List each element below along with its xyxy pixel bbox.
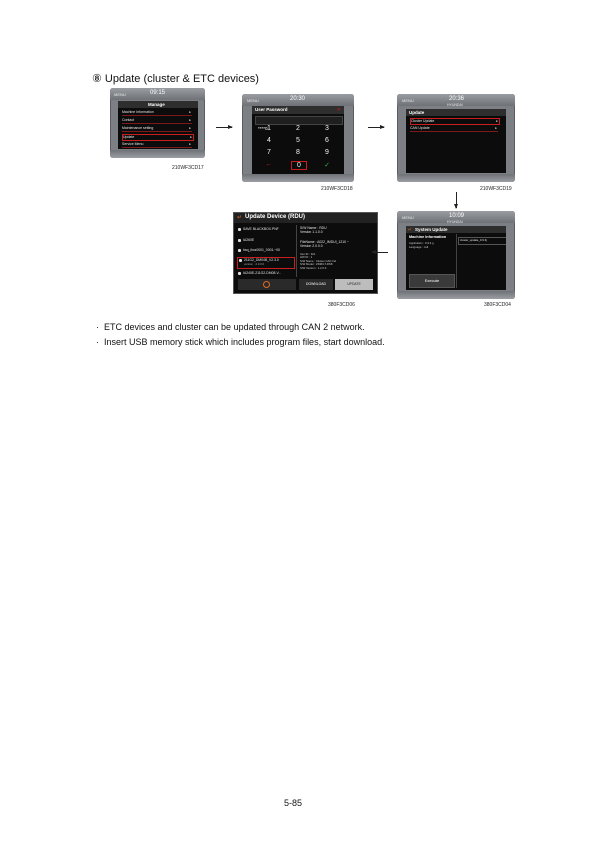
bullet-line: · ETC devices and cluster can be updated through CAN 2 network. (96, 322, 365, 332)
figure-caption: 210WF3CD18 (321, 186, 353, 192)
key-6[interactable]: 6 (325, 137, 329, 144)
title-bar (406, 226, 506, 233)
info-line: S/W Version : 1.2.0.0 (300, 265, 327, 270)
info-line: Version 2.0.0.0 (300, 244, 323, 249)
file-name: hsq_ihxz0001_0001.~00 (243, 248, 281, 252)
file-item[interactable] (238, 238, 254, 242)
info-line: S/W Name : RDU (300, 226, 327, 230)
language: Language : null (409, 245, 429, 249)
screen-title: Manage (148, 102, 165, 107)
monitor-screenshot-manage (110, 88, 205, 158)
update-button[interactable]: UPDATE (335, 279, 373, 290)
monitor-screenshot-update (397, 94, 515, 182)
lcd-screen (252, 106, 344, 174)
cluster-update-row[interactable] (410, 118, 500, 125)
file-name: SAVE BLACKBOX.PNF (243, 227, 279, 231)
file-icon (239, 259, 242, 262)
close-icon[interactable]: ✕ (336, 107, 341, 113)
clock: 10:09 (449, 213, 465, 219)
file-item[interactable] (238, 227, 279, 231)
menu-label: MENU (402, 98, 414, 103)
figure-caption: 210WF3CD17 (172, 165, 204, 171)
clock: 20:30 (290, 96, 306, 102)
menu-row-label: Cluster Update (411, 119, 435, 123)
info-line: S/W Model : ZDM3-T-DS8 (300, 262, 333, 267)
menu-label: MENU (114, 92, 126, 97)
file-icon (238, 249, 241, 252)
file-item-selected[interactable] (237, 257, 295, 269)
menu-label: MENU (402, 215, 414, 220)
arrow-icon: ▸ (189, 126, 191, 130)
can-update-row[interactable] (410, 126, 498, 132)
file-name: IA260E (243, 238, 255, 242)
info-line: HW ID : 1 (300, 255, 313, 260)
title-bar (406, 109, 506, 116)
download-button[interactable]: DOWNLOAD (299, 279, 333, 290)
divider (296, 225, 297, 277)
file-item[interactable] (238, 248, 280, 252)
file-version: version · 2.3.0.0 (244, 262, 265, 266)
screen-title: Update Device (RDU) (245, 214, 306, 220)
page-number: 5-85 (284, 798, 303, 808)
app-version: Application : 0.9.3.g (409, 241, 434, 245)
file-icon (238, 272, 241, 275)
back-icon[interactable]: ↵ (408, 227, 412, 232)
back-icon[interactable]: ↵ (237, 215, 243, 221)
bullet-text: ETC devices and cluster can be updated through CAN 2 network. (104, 322, 365, 332)
file-info (300, 240, 349, 248)
arrow-icon: ▸ (189, 118, 191, 122)
info-line: Ven ID : 321 (300, 252, 316, 256)
menu-row[interactable] (122, 110, 192, 116)
info-line: FileName : A022_IMDUI_1210 ~ (300, 240, 349, 244)
figure-caption: 380F3CD06 (328, 302, 355, 308)
arrow-icon: ▸ (189, 110, 191, 114)
arrow-icon: ▸ (190, 135, 192, 139)
update-file[interactable]: cluster_update_0.9.3j (458, 237, 506, 245)
section-heading: ⑧ Update (cluster & ETC devices) (92, 73, 259, 85)
key-1[interactable]: 1 (267, 125, 271, 132)
device-info (300, 226, 327, 234)
password-field[interactable] (255, 116, 343, 131)
key-5[interactable]: 5 (296, 137, 300, 144)
menu-row-label: Contact (122, 118, 135, 122)
menu-row[interactable] (122, 126, 192, 132)
figure-caption: 210WF3CD19 (480, 186, 512, 192)
menu-row-label: Update (123, 135, 135, 139)
password-entry: ****0 (258, 126, 268, 131)
file-name: 211G2_DM04B_V2.3.0 (244, 258, 279, 262)
screen-title: Update (409, 110, 425, 115)
arrow-icon: ▸ (496, 119, 498, 123)
bullet-text: Insert USB memory stick which includes program files, start download. (104, 337, 385, 347)
flow-arrow-down (456, 192, 457, 208)
file-icon (238, 228, 241, 231)
stop-icon (263, 281, 270, 288)
title-bar (118, 101, 198, 108)
menu-row[interactable] (122, 118, 192, 124)
cancel-button[interactable] (238, 279, 296, 290)
monitor-screenshot-password (242, 94, 354, 182)
file-item[interactable] (238, 271, 281, 275)
menu-row-label: Machine Information (122, 110, 154, 114)
hw-info (300, 253, 336, 270)
lcd-screen (406, 109, 506, 173)
enter-key[interactable]: ✓ (324, 162, 330, 169)
menu-row-label: CAN Update (410, 126, 430, 130)
clock: 09:15 (150, 90, 166, 96)
monitor-screenshot-system-update (397, 211, 515, 299)
update-device-screenshot (233, 212, 378, 294)
brand-label: HYUNDAI (447, 103, 463, 107)
lcd-screen (118, 101, 198, 149)
key-2[interactable]: 2 (296, 125, 300, 132)
flow-arrow-right (216, 127, 232, 128)
clock: 20:36 (449, 96, 465, 102)
menu-row-update[interactable] (122, 134, 194, 141)
flow-arrow-left (372, 252, 388, 253)
execute-button[interactable]: Execute (409, 274, 455, 288)
key-7[interactable]: 7 (267, 149, 271, 156)
key-0[interactable]: 0 (291, 161, 307, 170)
arrow-icon: ▸ (495, 126, 497, 130)
key-3[interactable]: 3 (325, 125, 329, 132)
bullet-line: · Insert USB memory stick which includes program files, start download. (96, 337, 385, 347)
menu-row[interactable] (122, 142, 192, 148)
figure-caption: 380F3CD04 (484, 302, 511, 308)
key-9[interactable]: 9 (325, 149, 329, 156)
lcd-screen (406, 226, 506, 290)
title-bar (252, 106, 344, 114)
menu-row-label: Maintenance setting (122, 126, 154, 130)
menu-label: MENU (247, 98, 259, 103)
flow-arrow-right (368, 127, 384, 128)
info-line: S/W Name : Cluster CAN Ind (300, 258, 337, 263)
subtitle: Machine Information (409, 235, 447, 239)
menu-row-label: Service Menu (122, 142, 144, 146)
key-4[interactable]: 4 (267, 137, 271, 144)
divider (456, 234, 457, 288)
title-bar (234, 213, 377, 223)
backspace-key[interactable]: ← (265, 161, 273, 168)
info-line: Version 1.1.0.0 (300, 230, 323, 235)
screen-title: User Password (255, 107, 288, 112)
file-name: IA240E-211G2-DM08-V... (243, 271, 282, 275)
screen-title: System Update (415, 227, 448, 232)
arrow-icon: ▸ (189, 142, 191, 146)
brand-label: HYUNDAI (447, 220, 463, 224)
key-8[interactable]: 8 (296, 149, 300, 156)
file-icon (238, 239, 241, 242)
